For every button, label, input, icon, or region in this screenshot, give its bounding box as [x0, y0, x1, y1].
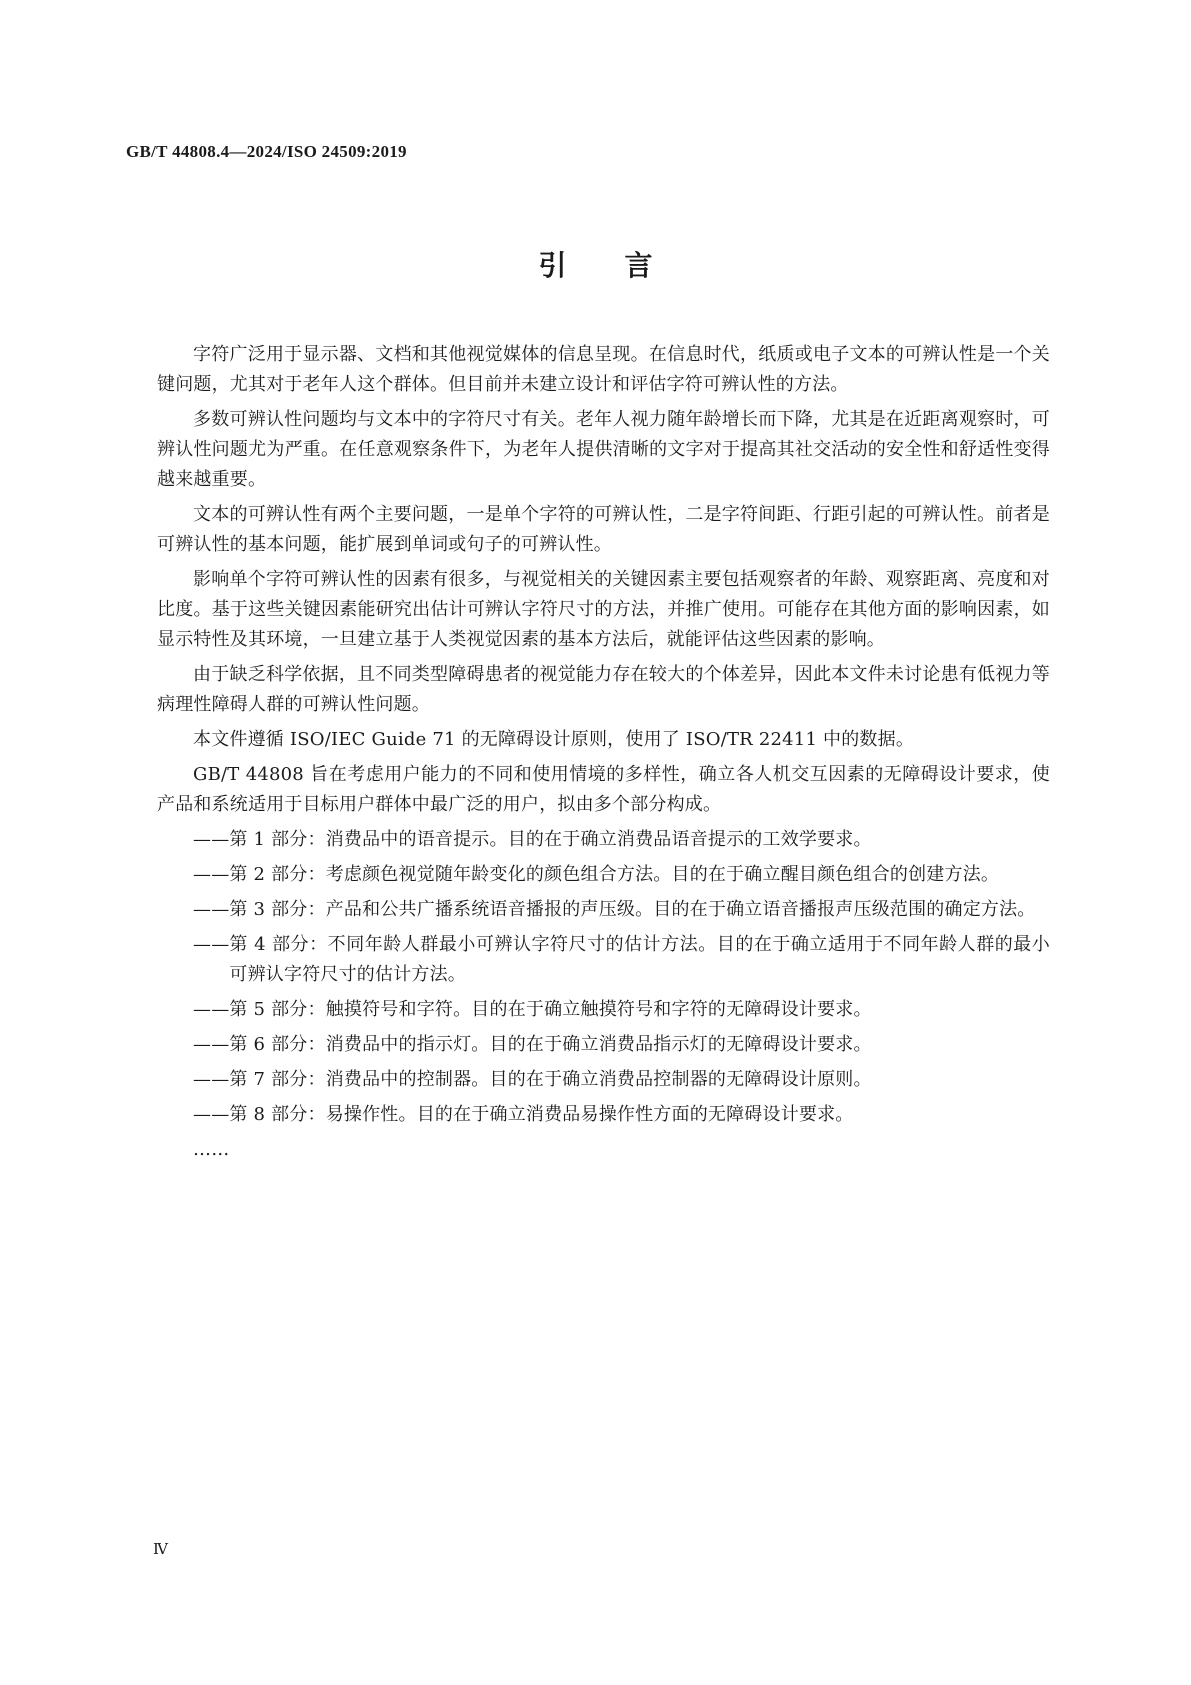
part-description: 第 7 部分：消费品中的控制器。目的在于确立消费品控制器的无障碍设计原则。: [229, 1069, 872, 1090]
list-item: [157, 1100, 1050, 1130]
document-body: [157, 340, 1050, 1165]
page-title: 引言: [538, 249, 711, 282]
part-description: 第 8 部分：易操作性。目的在于确立消费品易操作性方面的无障碍设计要求。: [229, 1104, 854, 1125]
paragraph: 本文件遵循 ISO/IEC Guide 71 的无障碍设计原则，使用了 ISO/TR 22411 中的数据。: [193, 729, 915, 750]
part-description: 第 4 部分：不同年龄人群最小可辨认字符尺寸的估计方法。目的在于确立适用于不同年龄人群的最小可辨认字符尺寸的估计方法。: [229, 934, 1050, 985]
part-description: 第 1 部分：消费品中的语音提示。目的在于确立消费品语音提示的工效学要求。: [229, 829, 872, 850]
list-dash: ——: [193, 1104, 230, 1125]
list-item: [157, 825, 1050, 855]
part-description: 第 6 部分：消费品中的指示灯。目的在于确立消费品指示灯的无障碍设计要求。: [229, 1034, 872, 1055]
part-description: 第 5 部分：触摸符号和字符。目的在于确立触摸符号和字符的无障碍设计要求。: [229, 999, 872, 1020]
paragraph: 由于缺乏科学依据，且不同类型障碍患者的视觉能力存在较大的个体差异，因此本文件未讨论患有低视力等病理性障碍人群的可辨认性问题。: [157, 664, 1050, 715]
list-dash: ——: [193, 999, 230, 1020]
list-item: [157, 930, 1050, 990]
list-dash: ——: [193, 899, 230, 920]
paragraph: 影响单个字符可辨认性的因素有很多，与视觉相关的关键因素主要包括观察者的年龄、观察距离、亮度和对比度。基于这些关键因素能研究出估计可辨认字符尺寸的方法，并推广使用。可能存在其他方面的影响因素，如显示特性及其环境，一旦建立基于人类视觉因素的基本方法后，就能评估这些因素的影响。: [157, 569, 1050, 650]
list-item: [157, 1065, 1050, 1095]
paragraph: 多数可辨认性问题均与文本中的字符尺寸有关。老年人视力随年龄增长而下降，尤其是在近距离观察时，可辨认性问题尤为严重。在任意观察条件下，为老年人提供清晰的文字对于提高其社交活动的安全性和舒适性变得越来越重要。: [157, 409, 1050, 490]
part-description: 第 3 部分：产品和公共广播系统语音播报的声压级。目的在于确立语音播报声压级范围的确定方法。: [229, 899, 1036, 920]
paragraph: 文本的可辨认性有两个主要问题，一是单个字符的可辨认性，二是字符间距、行距引起的可辨认性。前者是可辨认性的基本问题，能扩展到单词或句子的可辨认性。: [157, 504, 1050, 555]
standard-code-header: GB/T 44808.4—2024/ISO 24509:2019: [126, 142, 407, 161]
list-item: [157, 995, 1050, 1025]
list-item: [157, 895, 1050, 925]
list-dash: ——: [193, 934, 230, 955]
list-item: [157, 1030, 1050, 1060]
part-description: 第 2 部分：考虑颜色视觉随年龄变化的颜色组合方法。目的在于确立醒目颜色组合的创建方法。: [229, 864, 1000, 885]
list-dash: ——: [193, 1069, 230, 1090]
list-dash: ——: [193, 829, 230, 850]
list-dash: ——: [193, 864, 230, 885]
list-dash: ——: [193, 1034, 230, 1055]
parts-list: [157, 825, 1050, 1130]
paragraph: GB/T 44808 旨在考虑用户能力的不同和使用情境的多样性，确立各人机交互因素的无障碍设计要求，使产品和系统适用于目标用户群体中最广泛的用户，拟由多个部分构成。: [157, 764, 1050, 815]
list-item: [157, 860, 1050, 890]
page-number: Ⅳ: [153, 1540, 168, 1558]
paragraph: 字符广泛用于显示器、文档和其他视觉媒体的信息呈现。在信息时代，纸质或电子文本的可辨认性是一个关键问题，尤其对于老年人这个群体。但目前并未建立设计和评估字符可辨认性的方法。: [157, 344, 1050, 395]
list-ellipsis: ……: [193, 1139, 230, 1160]
